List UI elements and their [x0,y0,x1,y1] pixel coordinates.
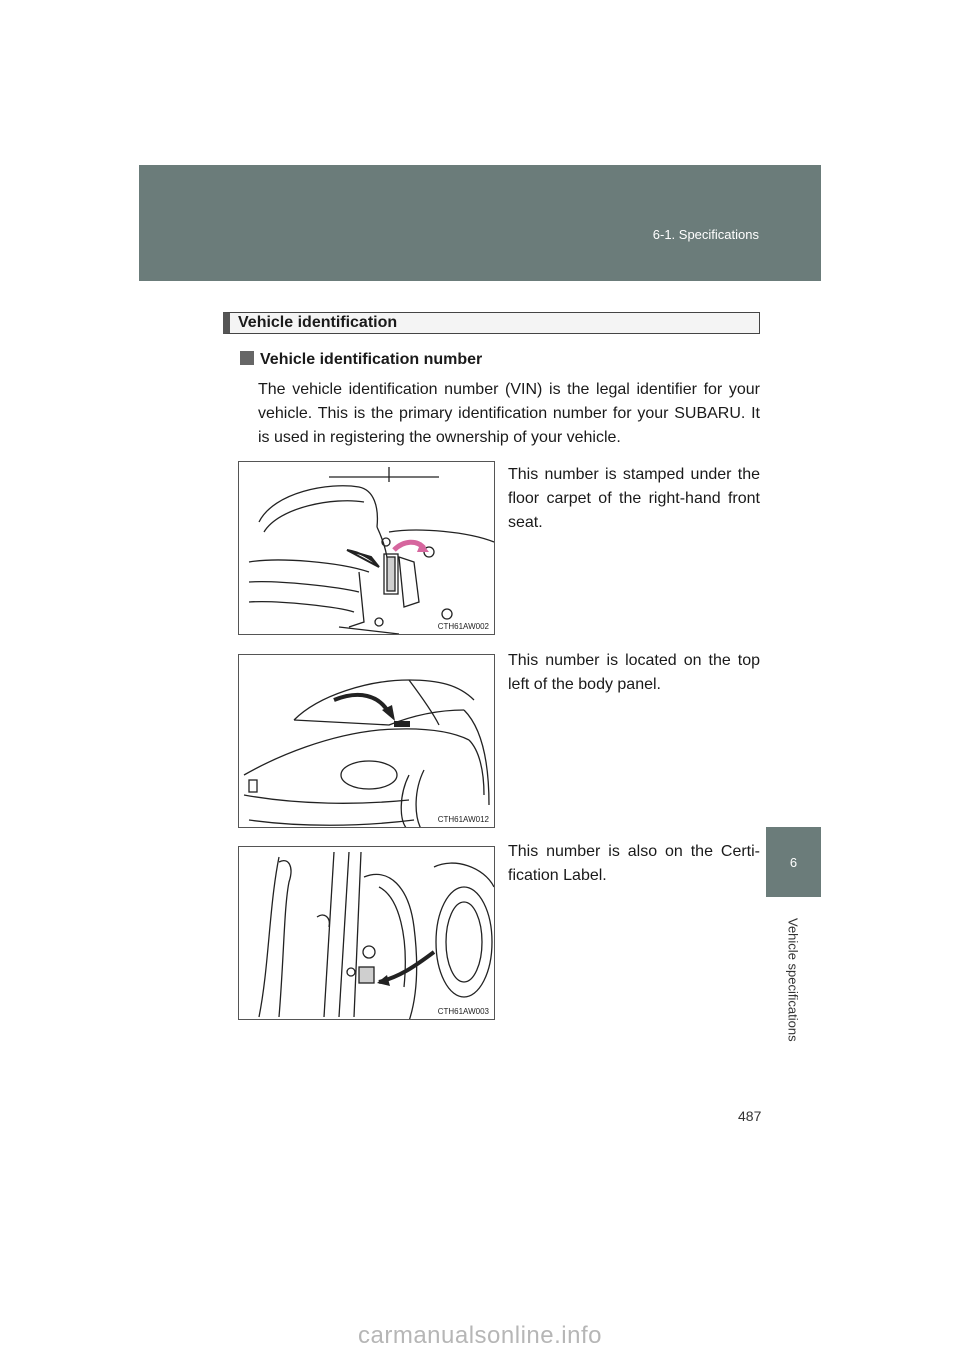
chapter-number: 6 [789,854,798,870]
header-band [139,165,821,281]
figure-seat-floor [238,461,495,635]
intro-paragraph: The vehicle identification number (VIN) is the legal identifier for your vehicle. This is the primary identification number for your SUBARU. It is used in registering the ownership of your vehicle. [258,381,760,446]
section-breadcrumb: 6-1. Specifications [652,227,759,242]
chapter-tab [766,827,821,897]
chapter-label: Vehicle specifications [785,918,801,1042]
square-bullet-icon [240,351,254,365]
subheading-text: Vehicle identification number [260,351,483,368]
figure-code: CTH61AW012 [437,815,489,824]
figure-caption: This number is also on the Certi-fication Label. [508,843,760,884]
figure-code: CTH61AW003 [437,1007,489,1016]
figure-code: CTH61AW002 [437,622,489,631]
subheading [240,351,482,369]
car-body-illustration [239,655,495,828]
seat-floor-illustration [239,462,495,635]
door-pillar-illustration [239,847,495,1020]
figure-door-pillar [238,846,495,1020]
figure-caption: This number is located on the top left of the body panel. [508,652,760,693]
chapter-label-container [767,905,819,1055]
section-title: Vehicle identification [238,314,398,331]
figure-caption: This number is stamped under the floor carpet of the right-hand front seat. [508,466,760,531]
page-number: 487 [738,1108,762,1124]
figure-car-body [238,654,495,828]
watermark: carmanualsonline.info [358,1322,602,1349]
section-title-bar [223,312,760,334]
